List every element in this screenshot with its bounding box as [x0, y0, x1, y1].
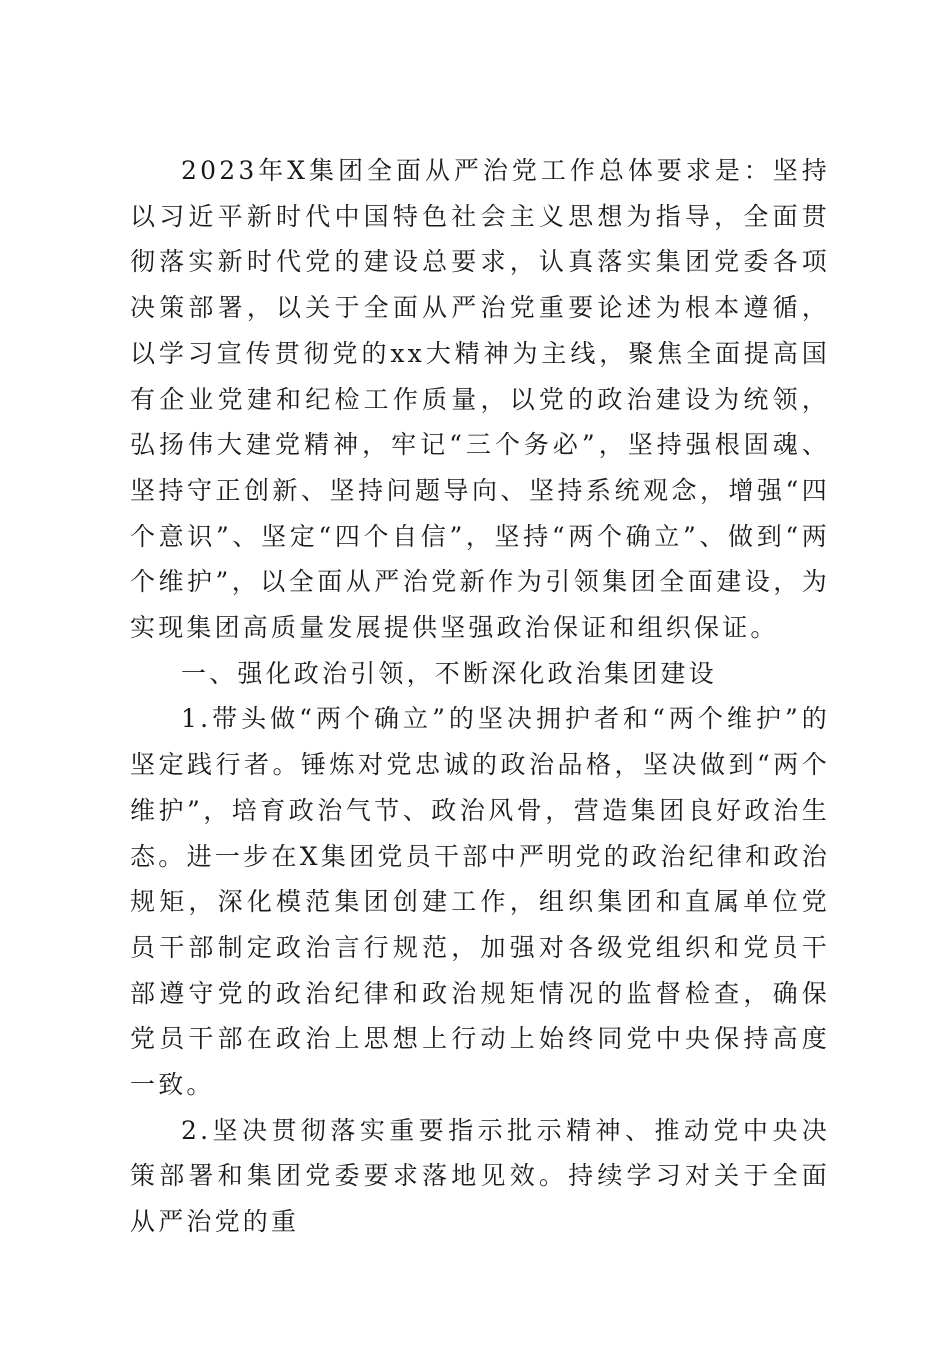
paragraph-item-2: 2.坚决贯彻落实重要指示批示精神、推动党中央决策部署和集团党委要求落地见效。持续学习对关于全面从严治党的重 — [130, 1115, 830, 1237]
document-body — [130, 148, 830, 1245]
paragraph-general-requirements: 2023年X集团全面从严治党工作总体要求是：坚持以习近平新时代中国特色社会主义思想为指导，全面贯彻落实新时代党的建设总要求，认真落实集团党委各项决策部署，以关于全面从严治党重要论述为根本遵循，以学习宣传贯彻党的xx大精神为主线，聚焦全面提高国有企业党建和纪检工作质量，以党的政治建设为统领，弘扬伟大建党精神，牢记“三个务必”，坚持强根固魂、坚持守正创新、坚持问题导向、坚持系统观念，增强“四个意识”、坚定“四个自信”，坚持“两个确立”、做到“两个维护”，以全面从严治党新作为引领集团全面建设，为实现集团高质量发展提供坚强政治保证和组织保证。 — [130, 156, 830, 643]
section-heading-political-leadership: 一、强化政治引领，不断深化政治集团建设 — [181, 658, 717, 688]
paragraph-item-1: 1.带头做“两个确立”的坚决拥护者和“两个维护”的坚定践行者。锤炼对党忠诚的政治品格，坚决做到“两个维护”，培育政治气节、政治风骨，营造集团良好政治生态。进一步在X集团党员干部中严明党的政治纪律和政治规矩，深化模范集团创建工作，组织集团和直属单位党员干部制定政治言行规范，加强对各级党组织和党员干部遵守党的政治纪律和政治规矩情况的监督检查，确保党员干部在政治上思想上行动上始终同党中央保持高度一致。 — [130, 704, 830, 1100]
